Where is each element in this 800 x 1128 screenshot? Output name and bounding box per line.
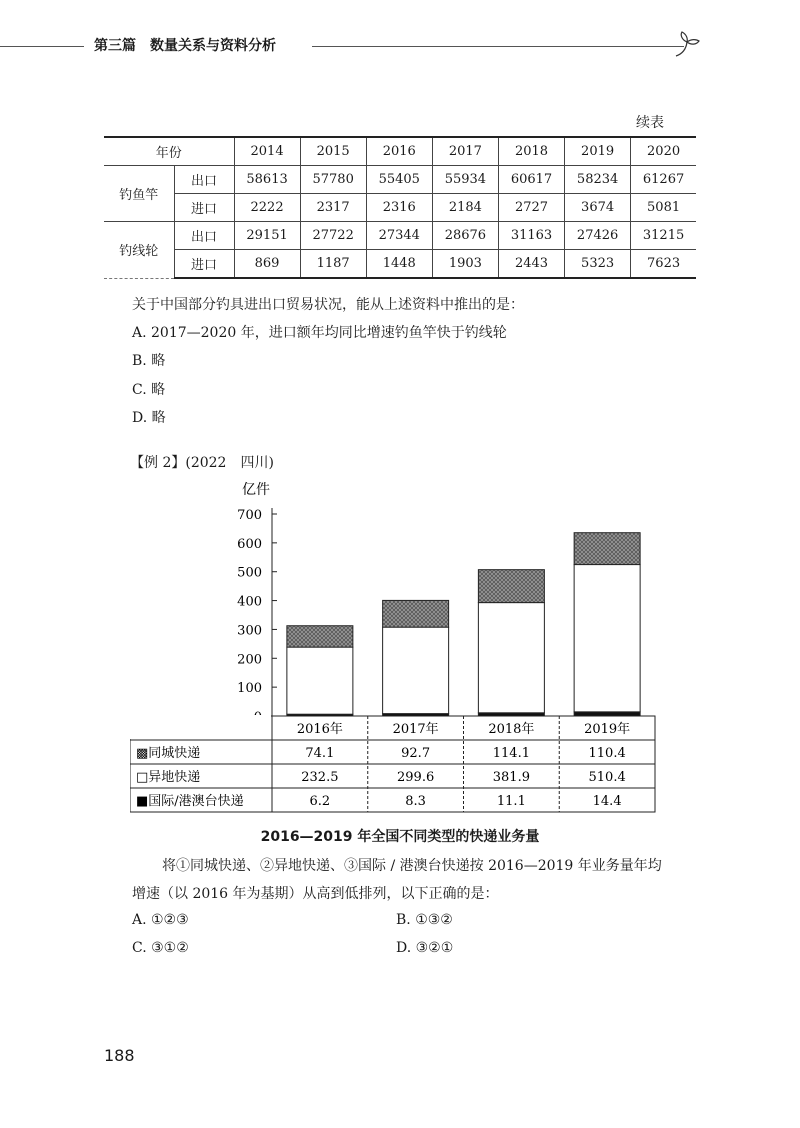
legend-entry: □异地快递 (136, 770, 201, 785)
table-cell: 2443 (498, 250, 564, 279)
page-header (0, 30, 800, 60)
table-cell: 2727 (498, 194, 564, 222)
table-cell: 2184 (432, 194, 498, 222)
row-label: 进口 (174, 250, 234, 279)
continued-label: 续表 (636, 115, 664, 131)
x-category-label: 2017年 (392, 722, 439, 737)
group-label: 钓鱼竿 (104, 166, 174, 222)
question2-option-b: B. ①③② (396, 912, 453, 928)
legend-entry: ▩同城快递 (136, 746, 201, 761)
table-cell: 57780 (300, 166, 366, 194)
data-label: 14.4 (592, 794, 622, 809)
data-label: 74.1 (305, 746, 335, 761)
table-cell: 1448 (366, 250, 432, 279)
example2-label: 【例 2】(2022 四川) (130, 455, 274, 471)
data-label: 6.2 (309, 794, 331, 809)
question2-option-c: C. ③①② (132, 940, 189, 956)
table-cell: 31163 (498, 222, 564, 250)
question1-option-b: B. 略 (132, 353, 166, 369)
data-label: 510.4 (588, 770, 626, 785)
group-label: 钓线轮 (104, 222, 174, 279)
data-label: 110.4 (588, 746, 626, 761)
y-tick-label: 100 (237, 681, 262, 697)
year-cell: 2019 (565, 137, 631, 166)
table-row (104, 222, 696, 250)
bar-segment (574, 533, 640, 565)
header-rule-left (0, 46, 84, 47)
data-label: 299.6 (397, 770, 435, 785)
table-cell: 27344 (366, 222, 432, 250)
row-label: 出口 (174, 222, 234, 250)
y-unit-label: 亿件 (242, 482, 270, 498)
trade-table (104, 136, 696, 279)
year-cell: 2016 (366, 137, 432, 166)
y-tick-label: 400 (237, 594, 262, 610)
legend-entry: ■国际/港澳台快递 (136, 794, 244, 809)
table-row (104, 250, 696, 279)
table-cell: 27722 (300, 222, 366, 250)
y-tick-label: 500 (237, 565, 262, 581)
x-category-label: 2019年 (584, 722, 631, 737)
header-rule-right (312, 46, 684, 47)
table-row (104, 194, 696, 222)
table-cell: 5323 (565, 250, 631, 279)
bar-segment (574, 565, 640, 712)
data-table-corner-blank (130, 715, 271, 739)
table-cell: 61267 (631, 166, 696, 194)
table-cell: 31215 (631, 222, 696, 250)
year-cell: 2014 (234, 137, 300, 166)
table-cell: 2317 (300, 194, 366, 222)
data-label: 8.3 (405, 794, 426, 809)
question1-option-d: D. 略 (132, 410, 166, 426)
table-cell: 55934 (432, 166, 498, 194)
bar-segment (478, 603, 544, 713)
bar-segment (574, 712, 640, 716)
table-cell: 869 (234, 250, 300, 279)
table-cell: 7623 (631, 250, 696, 279)
year-cell: 2020 (631, 137, 696, 166)
table-cell: 2222 (234, 194, 300, 222)
question2-stem-line2: 增速（以 2016 年为基期）从高到低排列，以下正确的是： (132, 886, 499, 902)
express-volume-chart (130, 470, 670, 815)
year-header-cell: 年份 (104, 137, 234, 166)
data-label: 11.1 (496, 794, 526, 809)
bar-segment (383, 627, 449, 713)
data-label: 92.7 (401, 746, 431, 761)
chapter-title: 第三篇 数量关系与资料分析 (94, 38, 276, 54)
table-cell: 5081 (631, 194, 696, 222)
page-number: 188 (104, 1046, 135, 1065)
table-cell: 29151 (234, 222, 300, 250)
question1-option-c: C. 略 (132, 382, 166, 398)
table-cell: 3674 (565, 194, 631, 222)
y-tick-label: 600 (237, 536, 262, 552)
bar-segment (287, 647, 353, 714)
bar-segment (478, 570, 544, 603)
data-label: 114.1 (492, 746, 530, 761)
question2-option-d: D. ③②① (396, 940, 454, 956)
chart-title: 2016—2019 年全国不同类型的快递业务量 (260, 829, 540, 845)
table-cell: 58613 (234, 166, 300, 194)
year-cell: 2018 (498, 137, 564, 166)
table-cell: 27426 (565, 222, 631, 250)
table-cell: 60617 (498, 166, 564, 194)
table-cell: 1187 (300, 250, 366, 279)
sprout-icon (672, 30, 702, 60)
data-label: 232.5 (301, 770, 339, 785)
y-tick-label: 200 (237, 652, 262, 668)
year-cell: 2015 (300, 137, 366, 166)
table-header-row (104, 137, 696, 166)
data-label: 381.9 (492, 770, 530, 785)
y-tick-label: 300 (237, 623, 262, 639)
year-cell: 2017 (432, 137, 498, 166)
table-cell: 1903 (432, 250, 498, 279)
bar-segment (287, 626, 353, 647)
table-cell: 2316 (366, 194, 432, 222)
table-cell: 55405 (366, 166, 432, 194)
question2-stem-line1: 将①同城快递、②异地快递、③国际 / 港澳台快递按 2016—2019 年业务量年均 (162, 858, 662, 874)
row-label: 出口 (174, 166, 234, 194)
x-category-label: 2016年 (296, 722, 343, 737)
y-tick-label: 700 (237, 508, 262, 523)
question2-option-a: A. ①②③ (132, 912, 189, 928)
table-cell: 58234 (565, 166, 631, 194)
x-category-label: 2018年 (488, 722, 535, 737)
question1-stem: 关于中国部分钓具进出口贸易状况，能从上述资料中推出的是： (132, 297, 524, 313)
bar-segment (383, 600, 449, 627)
table-row (104, 166, 696, 194)
question1-option-a: A. 2017—2020 年，进口额年均同比增速钓鱼竿快于钓线轮 (132, 325, 507, 341)
table-cell: 28676 (432, 222, 498, 250)
row-label: 进口 (174, 194, 234, 222)
